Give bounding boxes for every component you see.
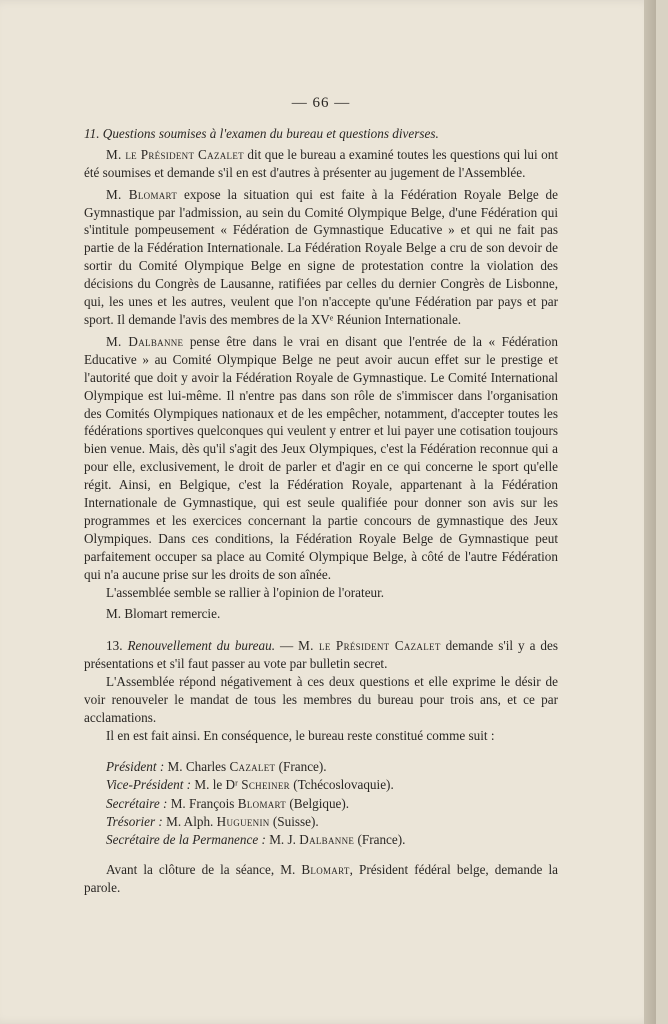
officer-line: [84, 758, 558, 776]
paragraph-text: , Président fédéral belge, demande la parole.: [84, 861, 558, 895]
paragraph-text: expose la situation qui est faite à la Fédération Royale Belge de Gymnastique par l'admission, au sein du Comité Olympique Belge, d'une Fédération qui s'intitule pompeusement « Fédération de Gymnastique Educative » et qui ne fait pas partie de la Fédération Internationale. La Fédération Royale Belge a cru de son devoir de sortir du Comité Olympique Belge en signe de protestation contre la violation des décisions du Congrès de Lausanne, ratifiées par celles du dernier Congrès de Lisbonne, qui, les unes et les autres, veulent que l'on n'accepte qu'une Fédération par pays et par sport. Il demande l'avis des membres de la XVᵉ Réunion Internationale.: [84, 186, 559, 327]
officer-role: Vice-Président :: [106, 777, 192, 793]
officers-list: [84, 758, 558, 850]
speaker-name: M. Dalbanne: [106, 333, 184, 349]
officer-prefix: M. le Dʳ: [191, 777, 242, 793]
paragraph-text: Avant la clôture de la séance, M.: [106, 861, 302, 877]
officer-line: [84, 813, 558, 831]
paragraph: Il en est fait ainsi. En conséquence, le bureau reste constitué comme suit :: [106, 727, 495, 743]
officer-role: Secrétaire de la Permanence :: [106, 832, 266, 848]
paragraph: [84, 186, 558, 329]
officer-line: [84, 776, 558, 794]
officer-prefix: M. François: [167, 795, 238, 811]
officer-name: Huguenin: [216, 814, 270, 830]
officer-name: Dalbanne: [299, 832, 355, 848]
officer-role: Secrétaire :: [106, 795, 168, 811]
officer-country: (France).: [354, 832, 406, 848]
paragraph: [84, 146, 558, 182]
section-13-title: Renouvellement du bureau.: [127, 638, 275, 654]
closing-paragraph: [84, 861, 558, 897]
section-number: 13.: [106, 638, 123, 654]
officer-name: Blomart: [237, 795, 287, 811]
paragraph: M. Blomart remercie.: [106, 606, 221, 622]
section-11-heading: 11. Questions soumises à l'examen du bureau et questions diverses.: [84, 125, 439, 141]
paragraph: L'Assemblée répond négativement à ces deux questions et elle exprime le désir de voir renouveler le mandat de tous les membres du bureau pour trois ans, et ce par acclamations.: [84, 674, 558, 725]
dash: —: [275, 638, 299, 654]
officer-prefix: M. Charles: [164, 758, 230, 774]
officer-country: (Belgique).: [286, 795, 350, 811]
officer-country: (Tchécoslovaquie).: [289, 777, 394, 793]
speaker-name: M. le Président Cazalet: [106, 146, 244, 162]
paragraph: L'assemblée semble se rallier à l'opinion de l'orateur.: [106, 584, 385, 600]
officer-country: (France).: [275, 758, 327, 774]
paragraph-text: demande s'il y a des présentations et s'il faut passer au vote par bulletin secret.: [84, 638, 558, 672]
officer-name: Scheiner: [241, 777, 290, 793]
speaker-name: M. Blomart: [106, 186, 178, 202]
paragraph: [84, 333, 558, 584]
speaker-name: M. le Président Cazalet: [298, 638, 441, 654]
paragraph-text: pense être dans le vrai en disant que l'entrée de la « Fédération Educative » au Comité Olympique Belge ne peut avoir aucun effet sur le prestige et l'autorité que doit y avoir la Fédération Royale de Gymnastique. Le Comité International Olympique est lui-même. Il n'entre pas dans son rôle de s'immiscer dans l'organisation des Comités Olympiques nationaux et de les empêcher, notamment, d'accepter toutes les fédérations sportives quelconques qui veulent y entrer et lui payer une cotisation toujours bien venue. Mais, dès qu'il s'agit des Jeux Olympiques, c'est la Fédération reconnue qui a pour elle, exclusivement, le droit de parler et d'agir en ce qui concerne le sport qu'elle régit. Ainsi, en Belgique, c'est la Fédération Royale, appartenant à la Fédération Internationale de Gymnastique, qui est seule qualifiée pour donner son avis sur les programmes et les exercices concernant la partie concours de gymnastique des Jeux Olympiques. Dans ces conditions, la Fédération Royale Belge de Gymnastique peut parfaitement occuper sa place au Comité Olympique Belge, à côté de l'autre Fédération qui n'a aucune prise sur les droits de son aînée.: [84, 333, 558, 582]
officer-line: [84, 795, 558, 813]
section-13-paragraph: [84, 637, 558, 673]
officer-prefix: M. Alph.: [162, 814, 217, 830]
page-edge: [644, 0, 656, 1024]
paragraph-text: dit que le bureau a examiné toutes les questions qui lui ont été soumises et demande s'il en est d'autres à présenter au jugement de l'Assemblée.: [84, 146, 558, 180]
officer-prefix: M. J.: [265, 832, 300, 848]
officer-name: Cazalet: [229, 758, 276, 774]
officer-role: Trésorier :: [106, 814, 163, 830]
page-content: [84, 95, 558, 897]
page-number: — 66 —: [291, 95, 351, 111]
officer-country: (Suisse).: [269, 814, 319, 830]
officer-line: [84, 831, 558, 849]
speaker-name: Blomart: [301, 861, 350, 877]
officer-role: Président :: [106, 758, 165, 774]
